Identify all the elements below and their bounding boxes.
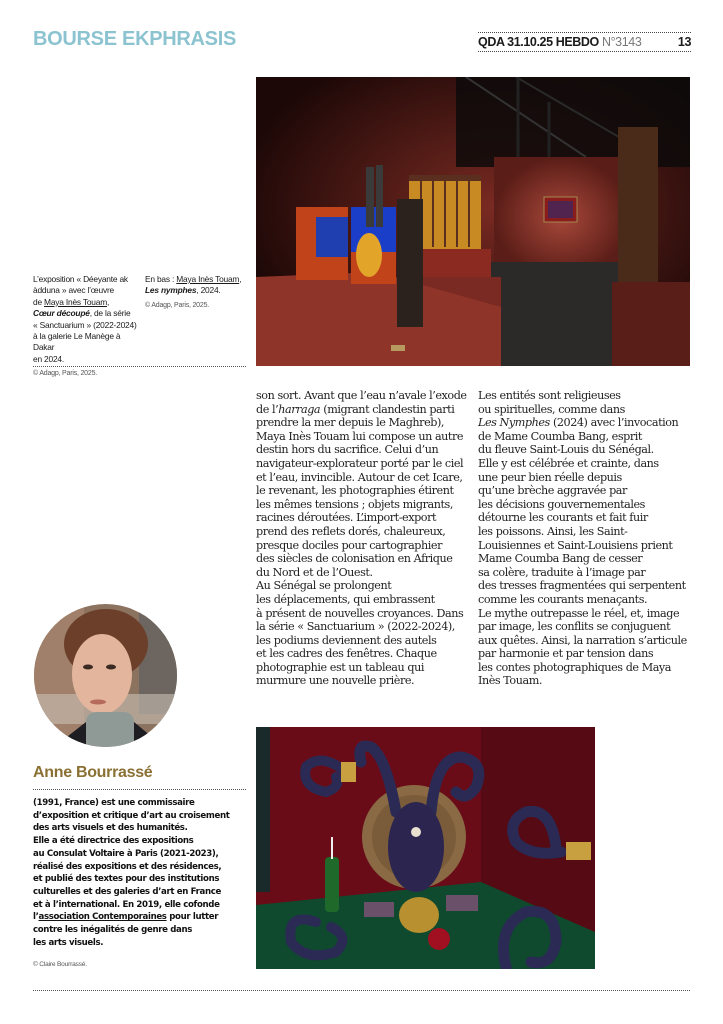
article-line: du fleuve Saint-Louis du Sénégal. (478, 443, 654, 457)
article-line: racines déroutées. L’import-export (256, 511, 437, 525)
dotted-divider (33, 789, 246, 790)
article-line: les contes photographiques de Maya (478, 660, 672, 674)
article-line: comme les courants menaçants. (478, 592, 648, 606)
article-line: Inès Touam. (478, 674, 542, 688)
article-line: ou spirituelles, comme dans (478, 402, 625, 416)
article-line: Elle y est célébrée et crainte, dans (478, 456, 659, 470)
author-name: Anne Bourrassé (33, 764, 153, 781)
caption-text: , de la série (89, 308, 131, 319)
caption-line: L’exposition « Déeyante ak (33, 274, 128, 284)
article-line (478, 416, 693, 430)
page-number: 13 (677, 35, 691, 49)
bio-line: les arts visuels. (33, 937, 104, 948)
caption-line: àdduna » avec l’œuvre (33, 285, 114, 296)
article-line: le revenant, les photographies étirent (256, 484, 454, 498)
article-line: du Nord et de l’Ouest. (256, 565, 373, 579)
caption-text: de (33, 296, 45, 307)
work-title: Les nymphes (145, 285, 197, 296)
italic-term: harraga (278, 402, 321, 416)
article-line: à présent de nouvelles croyances. Dans (256, 606, 464, 620)
article-line: les podiums deviennent des autels (256, 633, 437, 647)
dotted-divider (33, 366, 246, 367)
issue-number: N°3143 (601, 35, 642, 49)
caption-line (33, 308, 138, 319)
bio-line: d’exposition et critique d’art au croisement (33, 810, 230, 821)
article-line: et les cadres des fenêtres. Chaque (256, 647, 437, 661)
italic-term: Les Nymphes (478, 416, 550, 430)
article-line: navigateur-explorateur porté par le ciel (256, 456, 464, 470)
article-line: aux quêtes. Ainsi, la narration s’articule (478, 633, 687, 647)
caption-line (33, 297, 138, 308)
article-column-1 (256, 389, 468, 688)
article-line: prend des reflets dorés, chaleureux, (256, 524, 446, 538)
portrait-credit: © Claire Bourrassé. (33, 961, 87, 968)
masthead-left (478, 34, 641, 50)
bio-line: contre les inégalités de genre dans (33, 925, 193, 936)
bio-text: l’ (33, 912, 39, 923)
article-line: les décisions gouvernementales (478, 497, 645, 511)
caption-line: à la galerie Le Manège à Dakar (33, 331, 121, 353)
association-link[interactable]: association Contemporaines (38, 912, 167, 923)
article-line: Les entités sont religieuses (478, 389, 621, 402)
article-text: (migrant clandestin parti (320, 402, 455, 416)
artwork-photo-les-nymphes (256, 727, 595, 969)
article-line: Mame Coumba Bang de cesser (478, 552, 643, 566)
publication-name: QDA 31.10.25 HEBDO (478, 35, 599, 49)
article-line: Louisiennes et Saint-Louisiens prient (478, 538, 673, 552)
article-line: par harmonie et par tension dans (478, 647, 654, 661)
article-line: une peur bien réelle depuis (478, 470, 622, 484)
author-bio (33, 797, 253, 949)
bio-line: réalisé des expositions et des résidences, (33, 861, 222, 872)
article-line: Au Sénégal se prolongent (256, 579, 392, 593)
caption-line: en 2024. (33, 353, 65, 364)
bio-line: des arts visuels et des humanités. (33, 823, 188, 834)
bio-line: (1991, France) est une commissaire (33, 798, 195, 808)
article-line: photographie est un tableau qui (256, 660, 424, 674)
author-portrait-illustration (34, 604, 177, 747)
article-line: des siècles de colonisation en Afrique (256, 552, 453, 566)
article-line: prendre la mer depuis le Maghreb), (256, 416, 444, 430)
bio-line: au Consulat Voltaire à Paris (2021-2023), (33, 848, 219, 859)
caption-nymphes (145, 274, 250, 311)
artist-link[interactable]: Maya Inès Touam (44, 296, 107, 307)
article-line: de Mame Coumba Bang, esprit (478, 429, 642, 443)
dotted-divider-bottom (33, 990, 690, 991)
article-line: et l’eau, invincible. Autour de cet Icare, (256, 470, 463, 484)
artwork-photo-illustration (256, 727, 595, 969)
photo-credit: © Adagp, Paris, 2025. (33, 370, 98, 378)
article-line (256, 403, 468, 417)
article-line: Maya Inès Touam lui compose un autre (256, 429, 464, 443)
caption-text: En bas : (145, 274, 177, 284)
bio-line: et publié des textes pour des institutions (33, 874, 220, 885)
bio-line: et à l’international. En 2019, elle cofonde (33, 899, 220, 910)
photo-credit: © Adagp, Paris, 2025. (145, 301, 210, 309)
article-line: les déplacements, qui embrassent (256, 592, 435, 606)
caption-line (145, 285, 250, 296)
artist-link[interactable]: Maya Inès Touam (176, 274, 240, 284)
work-title: Cœur découpé (33, 308, 90, 319)
exhibition-photo-illustration (256, 77, 690, 366)
bio-text: pour lutter (166, 912, 219, 923)
masthead (478, 32, 691, 52)
article-line: par image, les conflits se conjuguent (478, 620, 671, 634)
bio-line: culturelles et des galeries d’art en France (33, 886, 221, 897)
article-line: Le mythe outrepasse le réel, et, image (478, 606, 680, 620)
article-column-2 (478, 389, 693, 688)
article-line: son sort. Avant que l’eau n’avale l’exode (256, 389, 467, 402)
article-line: la série « Sanctuarium » (2022-2024), (256, 620, 455, 634)
article-line: sa colère, traduite à l’image par (478, 565, 646, 579)
article-line: destin hors du sacrifice. Celui d’un (256, 443, 439, 457)
bio-line: Elle a été directrice des expositions (33, 836, 194, 847)
caption-line: « Sanctuarium » (2022-2024) (33, 319, 137, 330)
caption-text: , (107, 296, 110, 307)
author-portrait (34, 604, 177, 747)
article-text: (2024) avec l’invocation (549, 416, 679, 430)
article-line: murmure une nouvelle prière. (256, 674, 415, 688)
caption-text: , 2024. (196, 285, 221, 296)
article-line: les poissons. Ainsi, les Saint- (478, 524, 628, 538)
article-line: presque dociles pour cartographier (256, 538, 442, 552)
bio-line (33, 911, 253, 924)
caption-text: , (239, 274, 242, 284)
article-line: les mêmes tensions ; objets migrants, (256, 497, 453, 511)
article-line: détourne les courants et fait fuir (478, 511, 648, 525)
article-line: des tresses fragmentées qui serpentent (478, 579, 686, 593)
caption-exhibition (33, 274, 138, 380)
section-rubric: BOURSE EKPHRASIS (33, 28, 237, 50)
caption-line (145, 274, 250, 285)
exhibition-photo (256, 77, 690, 366)
article-line: qu’une brèche aggravée par (478, 484, 627, 498)
article-text: de l’ (256, 402, 279, 416)
